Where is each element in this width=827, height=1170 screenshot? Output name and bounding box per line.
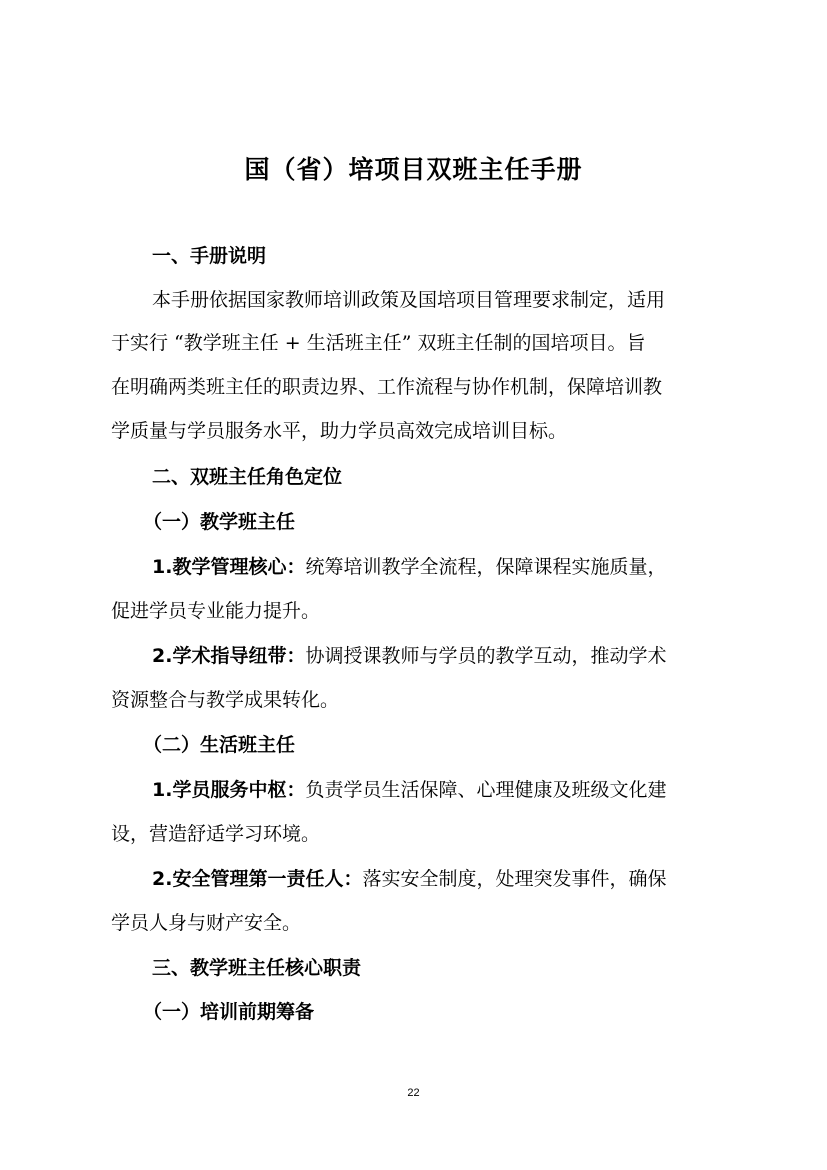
subsection-heading-teaching-head: （一）教学班主任 bbox=[143, 511, 296, 533]
list-item-label: 1.教学管理核心： bbox=[152, 556, 306, 578]
list-item-text: 负责学员生活保障、心理健康及班级文化建 bbox=[305, 779, 667, 801]
list-item-text: 协调授课教师与学员的教学互动，推动学术 bbox=[305, 645, 667, 667]
subsection-heading-life-head: （二）生活班主任 bbox=[143, 734, 296, 756]
list-item-line bbox=[152, 865, 666, 893]
list-item-label: 1.学员服务中枢： bbox=[152, 779, 306, 801]
list-item-line: 设，营造舒适学习环境。 bbox=[111, 823, 321, 845]
list-item-label: 2.安全管理第一责任人： bbox=[152, 868, 363, 890]
document-title: 国（省）培项目双班主任手册 bbox=[244, 155, 583, 184]
list-item-line: 促进学员专业能力提升。 bbox=[111, 600, 321, 622]
section-heading-manual-description: 一、手册说明 bbox=[152, 245, 267, 267]
list-item-line: 资源整合与教学成果转化。 bbox=[111, 689, 340, 711]
list-item-text: 统筹培训教学全流程，保障课程实施质量， bbox=[305, 556, 667, 578]
section-heading-role-positioning: 二、双班主任角色定位 bbox=[152, 466, 343, 488]
subsection-heading-preparation: （一）培训前期筹备 bbox=[143, 1001, 315, 1023]
list-item-line bbox=[152, 642, 666, 670]
list-item-text: 落实安全制度，处理突发事件，确保 bbox=[362, 868, 667, 890]
list-item-label: 2.学术指导纽带： bbox=[152, 645, 306, 667]
paragraph-line: 在明确两类班主任的职责边界、工作流程与协作机制，保障培训教 bbox=[111, 376, 663, 398]
page-number: 22 bbox=[407, 1087, 420, 1099]
paragraph-line: 本手册依据国家教师培训政策及国培项目管理要求制定，适用 bbox=[152, 289, 666, 311]
paragraph-line: 于实行 “教学班主任 + 生活班主任” 双班主任制的国培项目。旨 bbox=[111, 332, 646, 354]
list-item-line: 学员人身与财产安全。 bbox=[111, 912, 302, 934]
section-heading-teaching-duties: 三、教学班主任核心职责 bbox=[152, 957, 362, 979]
list-item-line bbox=[152, 553, 666, 581]
list-item-line bbox=[152, 776, 666, 804]
paragraph-line: 学质量与学员服务水平，助力学员高效完成培训目标。 bbox=[111, 420, 568, 442]
